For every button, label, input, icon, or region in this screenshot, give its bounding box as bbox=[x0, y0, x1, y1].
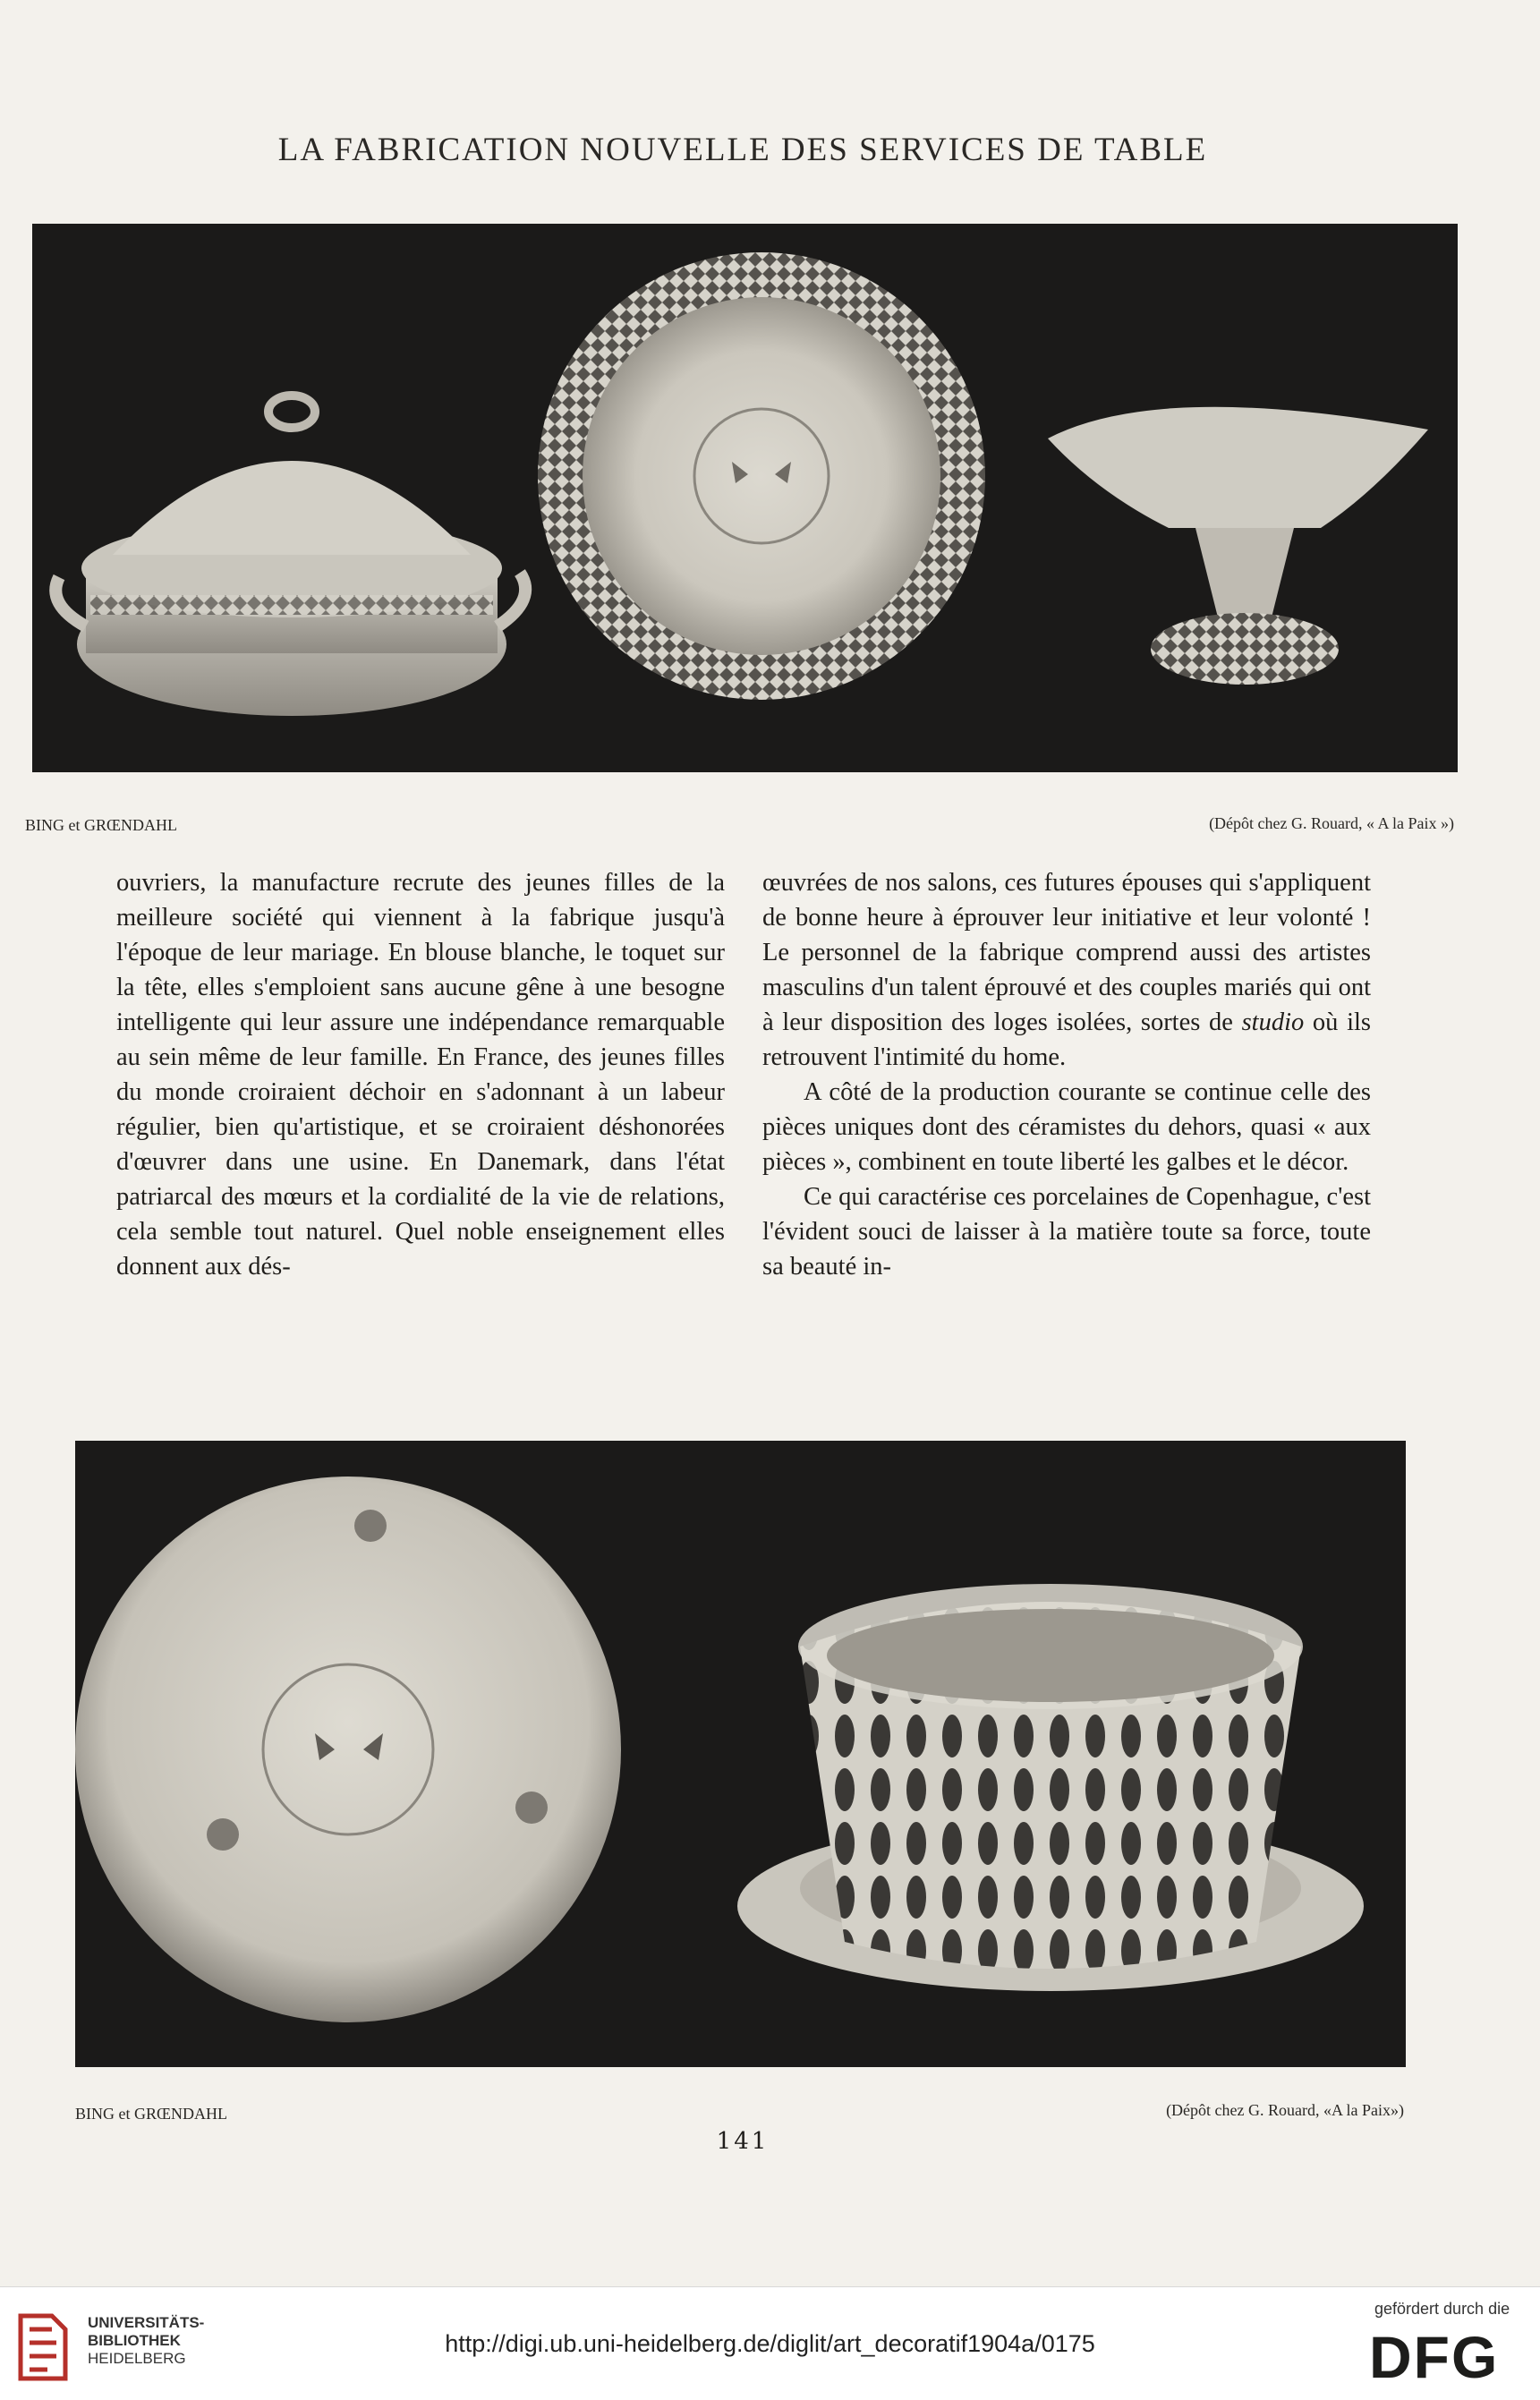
plate-shape bbox=[538, 252, 985, 700]
paragraph: Ce qui caractérise ces porcelaines de Copenhague, c'est l'évident souci de laisser à la matière toute sa force, toute sa beauté in- bbox=[762, 1183, 1371, 1281]
paragraph: œuvrées de nos salons, ces futures épouses qui s'appliquent de bonne heure à éprouver leur initiative et leur volonté ! Le personnel de la fabrique comprend aussi des artistes masculins d'un talent éprouvé et des couples mariés qui ont à leur disposition des loges isolées, sortes de studio où ils retrouvent l'intimité du home. bbox=[762, 869, 1371, 1071]
paragraph: ouvriers, la manufacture recrute des jeunes filles de la meilleure société qui viennent à la fabrique jusqu'à l'époque de leur mariage. En blouse blanche, le toquet sur la tête, elles s'emploient sans aucune gêne à une besogne intelligente qui leur assure une indépendance remarquable au sein même de leur famille. En France, des jeunes filles du monde croiraient déchoir en s'adonnant à un labeur régulier, bien qu'artistique, et se croiraient déshonorées d'œuvrer dans une usine. En Danemark, dans l'état patriarcal des mœurs et la cordialité de la vie de relations, cela semble tout naturel. Quel noble enseignement elles donnent aux dés- bbox=[116, 869, 725, 1281]
footer-bar bbox=[0, 2286, 1540, 2400]
large-plate-shape bbox=[75, 1477, 621, 2022]
figure-top-photo bbox=[32, 224, 1458, 772]
tureen-shape bbox=[55, 396, 525, 716]
figure-top-caption-left: BING et GRŒNDAHL bbox=[25, 816, 177, 834]
paragraph: A côté de la production courante se continue celle des pièces uniques dont des céramistes du dehors, quasi « aux pièces », combinent en toute liberté les galbes et le décor. bbox=[762, 1078, 1371, 1176]
figure-top-caption-right: (Dépôt chez G. Rouard, « A la Paix ») bbox=[1209, 814, 1454, 832]
funded-by-label: gefördert durch die bbox=[1374, 2300, 1510, 2318]
figure-bottom-caption-right: (Dépôt chez G. Rouard, «A la Paix») bbox=[1166, 2101, 1404, 2119]
italic-term: studio bbox=[1241, 1009, 1305, 1036]
source-url-link[interactable]: http://digi.ub.uni-heidelberg.de/diglit/art_decoratif1904a/0175 bbox=[445, 2330, 1095, 2357]
page-number: 141 bbox=[716, 2128, 770, 2155]
text-column-right bbox=[762, 865, 1371, 1284]
figure-bottom-caption-left: BING et GRŒNDAHL bbox=[75, 2105, 227, 2123]
text-column-left bbox=[116, 865, 725, 1284]
running-head: LA FABRICATION NOUVELLE DES SERVICES DE TABLE bbox=[277, 132, 1208, 168]
figure-bottom-photo bbox=[75, 1441, 1406, 2067]
basket-shape bbox=[737, 1584, 1364, 1991]
footed-bowl-shape bbox=[1048, 407, 1428, 685]
library-name: UNIVERSITÄTS- BIBLIOTHEK HEIDELBERG bbox=[88, 2314, 205, 2367]
dfg-logo: DFG bbox=[1369, 2324, 1500, 2390]
